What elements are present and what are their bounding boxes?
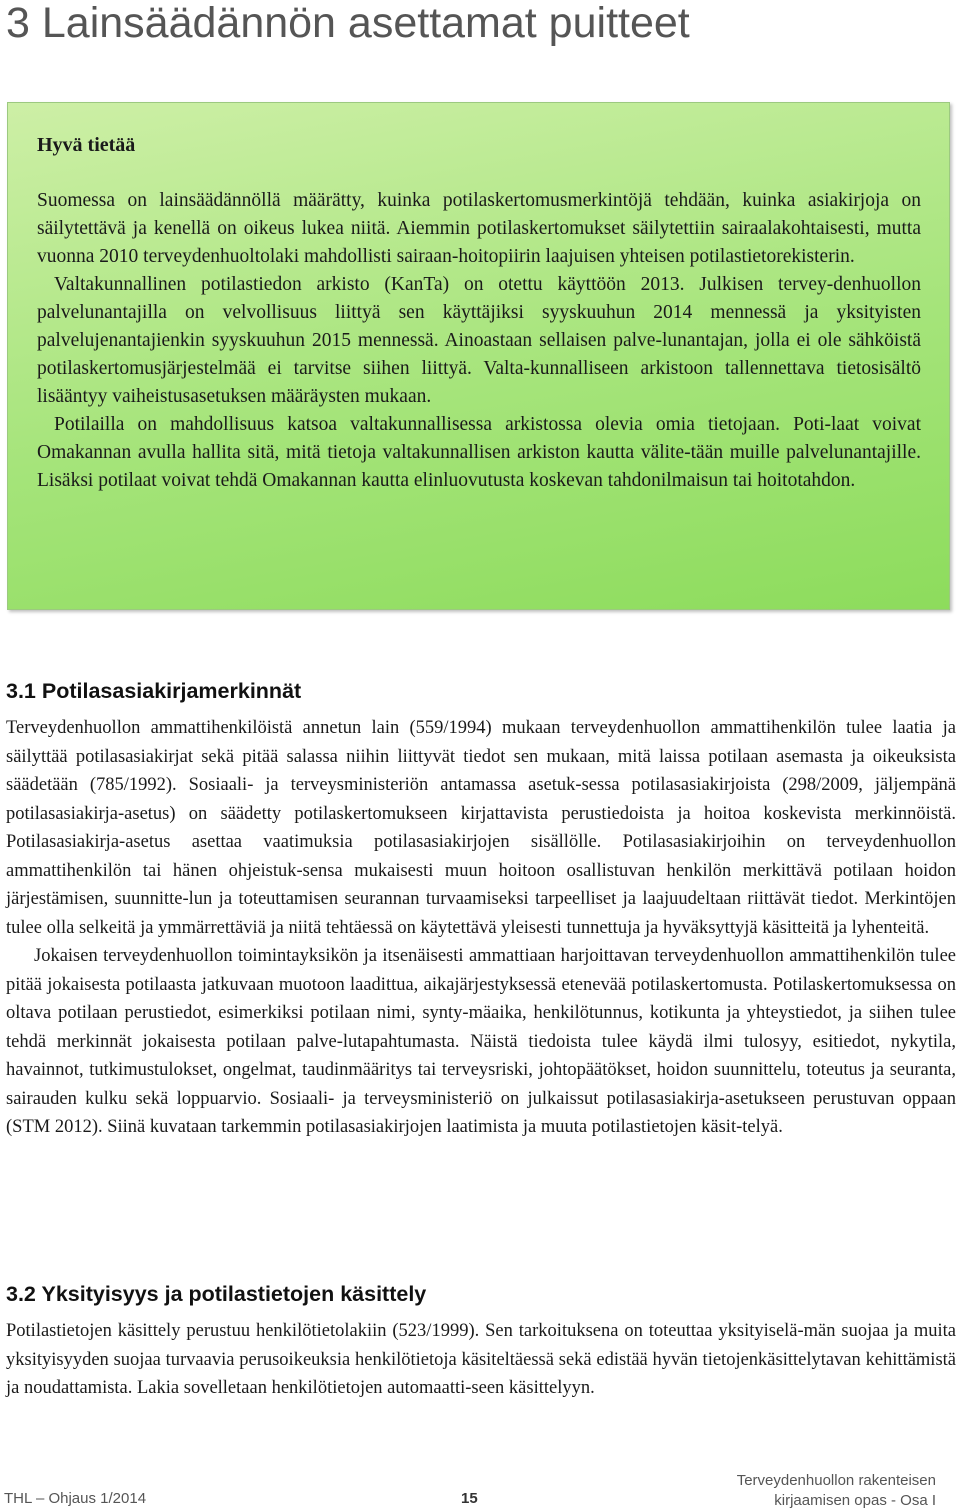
body-paragraph: Terveydenhuollon ammattihenkilöistä annetun lain (559/1994) mukaan terveydenhuollon ammattihenkilön tulee laatia ja säilyttää potilasasiakirjat sekä pitää salassa niihin liittyvät tiedot sen mukaan, mitä laissa potilaan asemasta ja oikeuksista säädetään (785/1992). Sosiaali- ja terveysministeriön antamassa asetuk-sessa potilasasiakirjoista (298/2009, jäljempänä potilasasiakirja-asetus) on säädetty potilaskertomukseen kirjattavista perustiedoista ja hoitoa koskevista merkinnöistä. Potilasasiakirja-asetus asettaa vaatimuksia potilasasiakirjojen sisällölle. Potilasasiakirjoihin on terveydenhuollon ammattihenkilön tai hänen ohjeistuk-sensa mukaisesti muun hoitoon osallistuvan henkilön merkittävä potilaan hoidon järjestämisen, suunnitte-lun ja toteuttamisen seurannan turvaamiseksi tarpeelliset ja laajuudeltaan riittävät tiedot. Merkintöjen tulee olla selkeitä ja ymmärrettäviä ja niitä tehtäessä on käytettävä yleisesti tunnettuja ja hyväksyttyjä käsitteitä ja lyhenteitä. xyxy=(6,718,956,938)
footer-publication: THL – Ohjaus 1/2014 xyxy=(4,1490,147,1507)
page-number: 15 xyxy=(461,1490,478,1507)
info-box-paragraph: Suomessa on lainsäädännöllä määrätty, kuinka potilaskertomusmerkintöjä tehdään, kuinka asiakirjoja on säilytettävä ja kenellä on oikeus lukea niitä. Aiemmin potilaskertomukset säilytettiin sairaalakohtaisesti, mutta vuonna 2010 terveydenhuoltolaki mahdollisti sairaan-hoitopiirin laajuisen yhteisen potilastietorekisterin. xyxy=(37,190,921,267)
page-footer xyxy=(0,1468,960,1512)
footer-title-line: kirjaamisen opas - Osa I xyxy=(774,1492,936,1509)
footer-title-line: Terveydenhuollon rakenteisen xyxy=(736,1472,936,1489)
section-3-1-body xyxy=(6,714,956,1142)
chapter-title: 3 Lainsäädännön asettamat puitteet xyxy=(6,0,690,47)
section-heading-3-1: 3.1 Potilasasiakirjamerkinnät xyxy=(6,679,302,703)
body-paragraph: Potilastietojen käsittely perustuu henkilötietolakiin (523/1999). Sen tarkoituksena on toteuttaa yksityiselä-män suojaa ja muita yksityisyyden suojaa turvaavia perusoikeuksia henkilötietoja käsiteltäessä sekä edistää hyvän tietojenkäsittelytavan kehittämistä ja noudattamista. Lakia sovelletaan henkilötietojen automaatti-seen käsittelyyn. xyxy=(6,1321,956,1398)
section-3-2-body xyxy=(6,1317,956,1403)
info-box-paragraph: Potilailla on mahdollisuus katsoa valtakunnallisessa arkistossa olevia omia tietojaan. Poti-laat voivat Omakannan avulla hallita sitä, mitä tietoja valtakunnallisen arkiston kautta välite-tään muille palvelunantajille. Lisäksi potilaat voivat tehdä Omakannan kautta elinluovutusta koskevan tahdonilmaisun tai hoitotahdon. xyxy=(37,414,921,491)
info-box xyxy=(7,102,950,610)
info-box-heading: Hyvä tietää xyxy=(37,134,136,156)
footer-document-title xyxy=(737,1471,936,1511)
body-paragraph: Jokaisen terveydenhuollon toimintayksikön ja itsenäisesti ammattiaan harjoittavan terveydenhuollon ammattihenkilön tulee pitää jokaisesta potilaasta jatkuvaan muotoon laadittua, aikajärjestyksessä etenevää potilaskertomusta. Potilaskertomuksessa on oltava potilaan perustiedot, esimerkiksi potilaan nimi, synty-mäaika, henkilötunnus, kotikunta ja yhteystiedot, ja siihen tulee tehdä merkinnät jokaisesta potilaan palve-lutapahtumasta. Näistä tiedoista tulee käydä ilmi tulosyy, esitiedot, nykytila, havainnot, tutkimustulokset, ongelmat, taudinmääritys tai terveysriski, johtopäätökset, hoidon suunnittelu, toteutus ja seuranta, sairauden kulku sekä loppuarvio. Sosiaali- ja terveysministeriö on julkaissut potilasasiakirja-asetukseen perustuvan oppaan (STM 2012). Siinä kuvataan tarkemmin potilasasiakirjojen laatimista ja muuta potilastietojen käsit-telyä. xyxy=(6,946,956,1137)
info-box-paragraph: Valtakunnallinen potilastiedon arkisto (KanTa) on otettu käyttöön 2013. Julkisen tervey-denhuollon palvelunantajilla on velvollisuus liittyä sen käyttäjiksi syyskuuhun 2014 mennessä ja yksityisten palvelujenantajienkin syyskuuhun 2015 mennessä. Ainoastaan sellaisen palve-lunantajan, jolla ei ole sähköistä potilaskertomusjärjestelmää ei tarvitse siihen liittyä. Valta-kunnalliseen arkistoon tallennettava tietosisältö lisääntyy vaiheistusasetuksen määräysten mukaan. xyxy=(37,274,921,407)
section-heading-3-2: 3.2 Yksityisyys ja potilastietojen käsittely xyxy=(6,1282,427,1306)
